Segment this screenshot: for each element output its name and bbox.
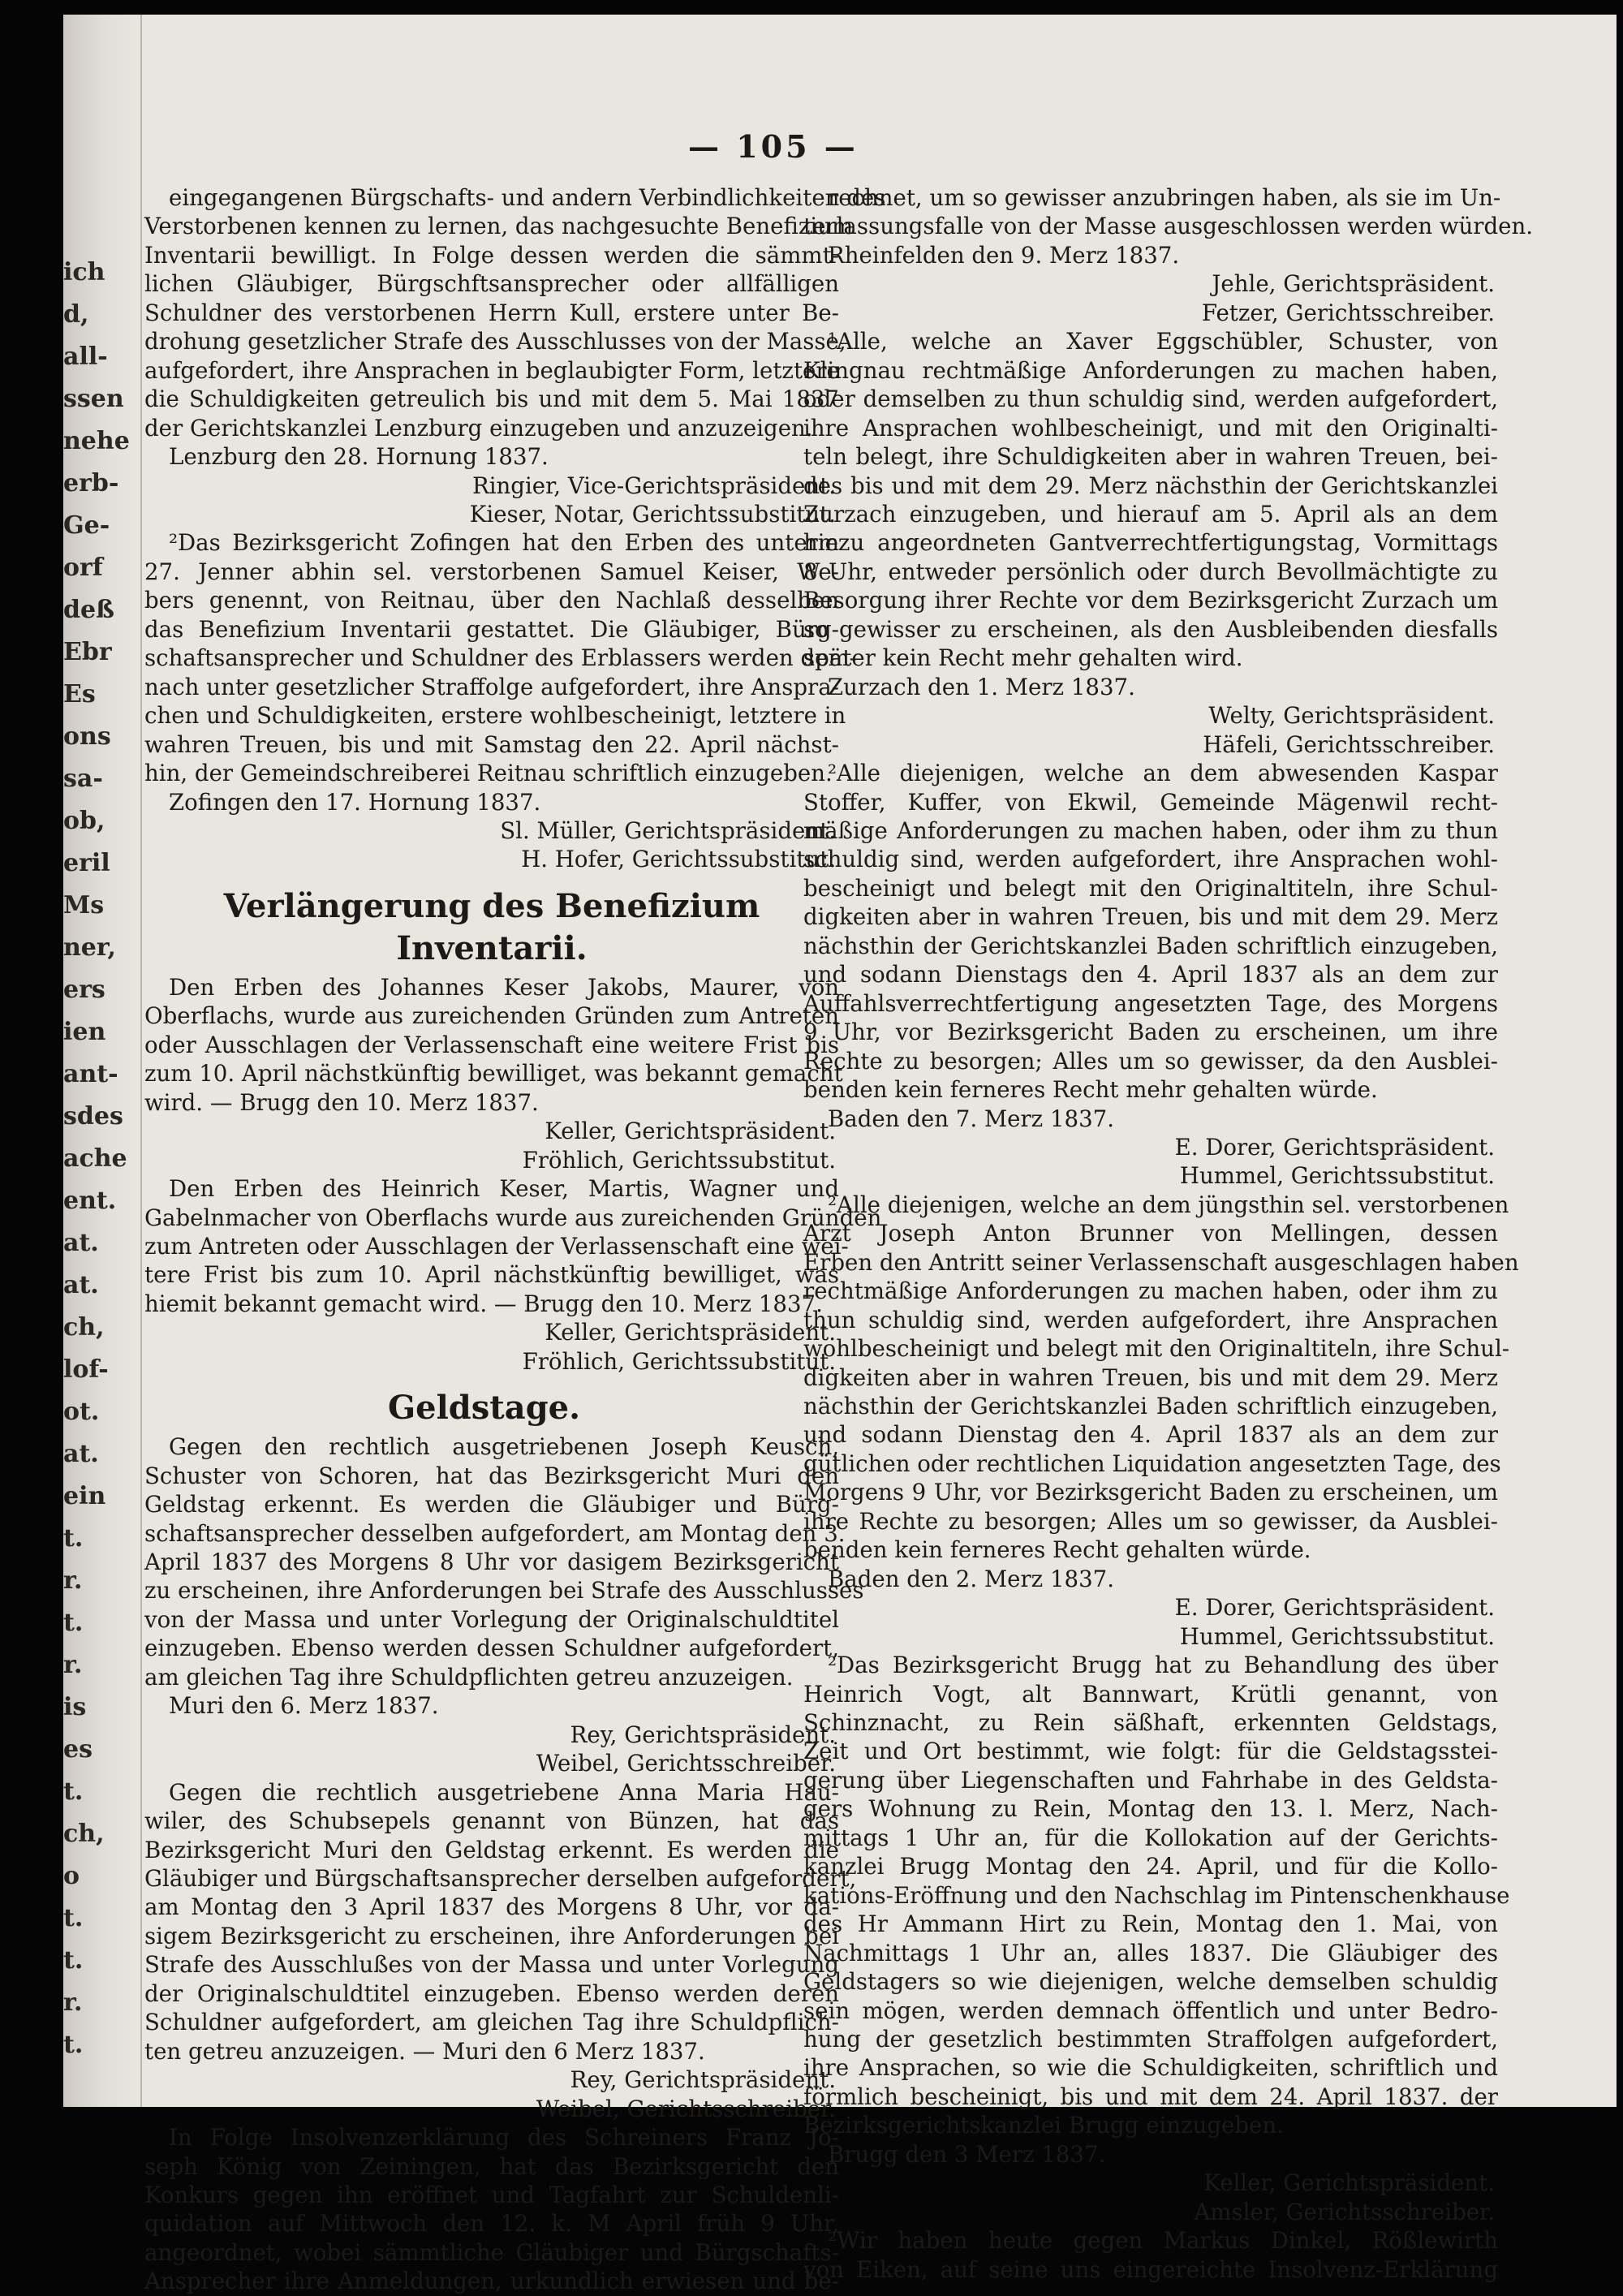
notice-date: Zofingen den 17. Hornung 1837. [169,788,541,816]
gutter-fragment: sa- [63,765,103,793]
gutter-fragment: at. [63,1440,99,1468]
text-line: digkeiten aber in wahren Treuen, bis und mit dem 29. Merz [803,903,1498,931]
signature: E. Dorer, Gerichtspräsident. [1174,1133,1495,1161]
notice-date: Lenzburg den 28. Hornung 1837. [169,443,549,471]
signature: Fetzer, Gerichtsschreiber. [1201,299,1495,326]
gutter-fragment: d, [63,300,89,329]
text-line: schaftsansprecher desselben aufgefordert, am Montag den 3. [144,1519,846,1547]
gutter-fragment: r. [63,1988,83,2017]
signature: Hummel, Gerichtssubstitut. [1179,1162,1495,1190]
right-column [803,183,1534,2284]
notice-brunner [803,1191,1519,1651]
text-line: Auffahlsverrechtfertigung angesetzten Tage, des Morgens [803,989,1498,1017]
text-line: Den Erben des Johannes Keser Jakobs, Maurer, von [169,973,839,1001]
signature: Weibel, Gerichtsschreiber. [536,1750,836,1777]
text-line: eingegangenen Bürgschafts- und andern Verbindlichkeiten des [169,184,886,211]
signature: Kieser, Notar, Gerichtssubstitut. [469,500,836,528]
gutter-fragment: ien [63,1018,106,1046]
left-column [144,183,886,2296]
gutter-fragment: lof- [63,1355,109,1384]
text-line: bers genennt, von Reitnau, über den Nachlaß desselben [144,587,839,614]
gutter-fragment: at. [63,1271,99,1299]
text-line: 8 Uhr, entweder persönlich oder durch Bevollmächtigte zu [803,558,1498,585]
gutter-fragment: Es [63,680,96,709]
signature: Rey, Gerichtspräsident. [570,1721,836,1748]
signature: Welty, Gerichtspräsident. [1208,702,1495,730]
gutter-fragment: ein [63,1482,106,1510]
text-line: Gläubiger und Bürgschaftsansprecher derselben aufgefordert, [144,1865,857,1893]
text-line: die Schuldigkeiten getreulich bis und mit dem 5. Mai 1837 [144,386,839,413]
text-line: Gegen die rechtlich ausgetriebene Anna Maria Hau- [169,1778,839,1806]
gutter-fragment: ich [63,258,105,286]
gutter-fragment: Ge- [63,511,110,540]
text-line: In Folge Insolvenzerklärung des Schreiners Franz Jo- [169,2124,839,2152]
text-line: einzugeben. Ebenso werden dessen Schuldner aufgefordert, [144,1635,839,1662]
notice-keser-jakobs [144,973,843,1174]
signature: Amsler, Gerichtsschreiber. [1194,2198,1495,2225]
gutter-fragment: eril [63,849,110,877]
text-line: Geldstagers so wie diejenigen, welche demselben schuldig [803,1968,1498,1996]
signature: Häfeli, Gerichtsschreiber. [1203,730,1495,758]
signature: Rey, Gerichtspräsident. [570,2066,836,2094]
notice-vogt [803,1651,1510,2226]
text-line: Oberflachs, wurde aus zureichenden Gründen zum Antreten [144,1002,839,1030]
signature: Weibel, Gerichtsschreiber. [536,2095,836,2122]
text-line: Gegen den rechtlich ausgetriebenen Joseph Keusch, [169,1433,839,1461]
signature: Ringier, Vice-Gerichtspräsident. [471,472,836,499]
text-line: Klingnau rechtmäßige Anforderungen zu machen haben, [803,356,1498,384]
text-line: nach unter gesetzlicher Straffolge aufgefordert, ihre Anspra- [144,673,839,700]
text-line: April 1837 des Morgens 8 Uhr vor dasigem Bezirksgericht [144,1549,839,1576]
notice-keusch [144,1432,864,1777]
text-line: chen und Schuldigkeiten, erstere wohlbescheinigt, letztere in [144,702,846,730]
text-line: Zeit und Ort bestimmt, wie folgt: für die Geldstagsstei- [803,1738,1498,1765]
notice-date: Muri den 6. Merz 1837. [169,1692,439,1720]
text-line: Schinznacht, zu Rein säßhaft, erkennten Geldstags, [803,1709,1498,1737]
gutter-fragment: ache [63,1144,127,1173]
text-line: teln belegt, ihre Schuldigkeiten aber in wahren Treuen, bei- [803,443,1498,471]
text-line: so gewisser zu erscheinen, als den Ausbleibenden diesfalls [803,615,1498,643]
section-heading-geldstage: Geldstage. [388,1389,581,1428]
text-line: des bis und mit dem 29. Merz nächsthin der Gerichtskanzlei [803,472,1498,499]
signature: H. Hofer, Gerichtssubstitut. [521,846,836,873]
text-line: ²Alle diejenigen, welche an dem jüngsthin sel. verstorbenen [828,1191,1509,1218]
gutter-fragment: t. [63,1946,84,1975]
page-number: — 105 — [688,128,859,165]
text-line: das Benefizium Inventarii gestattet. Die Gläubiger, Bürg- [144,615,839,643]
gutter-fragment: deß [63,596,114,624]
gutter-fragment: is [63,1693,87,1721]
text-line: hiezu angeordneten Gantverrechtfertigungstag, Vormittags [803,529,1498,557]
text-line: später kein Recht mehr gehalten wird. [803,644,1243,672]
section-heading-extension: Verlängerung des Benefizium Inventarii. [223,886,760,967]
text-line: bescheinigt und belegt mit den Originaltiteln, ihre Schul- [803,874,1498,902]
gutter-fragment: t. [63,1777,84,1806]
notice-zofingen [144,528,857,873]
gutter-fragment: all- [63,342,108,371]
text-line: schaftsansprecher und Schuldner des Erblassers werden dem- [144,644,857,672]
text-line: Konkurs gegen ihn eröffnet und Tagfahrt zur Schuldenli- [144,2182,839,2208]
text-line: gütlichen oder rechtlichen Liquidation angesetzten Tage, des [803,1450,1501,1477]
gutter-fragment: ner, [63,933,116,962]
text-line: gerung über Liegenschaften und Fahrhabe in des Geldsta- [803,1766,1498,1794]
signature: Sl. Müller, Gerichtspräsident. [500,816,836,844]
text-line: von der Massa und unter Vorlegung der Originalschuldtitel [144,1605,839,1633]
text-line: ihre Ansprachen wohlbescheinigt, und mit den Originalti- [803,414,1498,442]
text-line: ²Das Bezirksgericht Zofingen hat den Erben des unterm [169,529,839,557]
text-line: Schuldner aufgefordert, am gleichen Tag ihre Schuldpflich- [144,2009,839,2036]
text-line: Gabelnmacher von Oberflachs wurde aus zureichenden Gründen [144,1204,882,1231]
text-line: 27. Jenner abhin sel. verstorbenen Samuel Keiser, We- [144,558,839,585]
text-line: wahren Treuen, bis und mit Samstag den 22. April nächst- [144,730,839,758]
text-line: ²Das Bezirksgericht Brugg hat zu Behandlung des über [828,1652,1498,1679]
text-line: Strafe des Ausschlußes von der Massa und unter Vorlegung [144,1951,839,1979]
text-line: ²Wir haben heute gegen Markus Dinkel, Rößlewirth [828,2227,1498,2255]
gutter-fragment: ant- [63,1060,118,1088]
gutter-fragment: ons [63,722,111,751]
text-line: ihre Ansprachen, so wie die Schuldigkeiten, schriftlich und [803,2054,1498,2082]
gutter-fragment: ers [63,976,105,1004]
gutter-fragment: ob, [63,807,105,835]
text-line: der Originalschuldtitel einzugeben. Ebenso werden deren [144,1979,839,2007]
text-line: des Hr Ammann Hirt zu Rein, Montag den 1. Mai, von [803,1910,1498,1938]
notice-date: Zurzach den 1. Merz 1837. [828,673,1135,700]
notice-date: Brugg den 3 Merz 1837. [828,2140,1106,2168]
text-line: ten getreu anzuzeigen. — Muri den 6 Merz 1837. [144,2037,705,2065]
gutter-fragment: ot. [63,1398,100,1426]
text-line: Morgens 9 Uhr, vor Bezirksgericht Baden zu erscheinen, um [803,1479,1498,1506]
gutter-fragment: Ms [63,891,105,920]
text-line: zum 10. April nächstkünftig bewilliget, was bekannt gemacht [144,1060,843,1088]
text-line: wohlbescheinigt und belegt mit den Originaltiteln, ihre Schul- [803,1335,1510,1363]
text-line: schuldig sind, werden aufgefordert, ihre Ansprachen wohl- [803,846,1498,873]
text-line: von Eiken, auf seine uns eingereichte Insolvenz-Erklärung [803,2255,1498,2283]
gutter-fragment: t. [63,2031,84,2059]
text-line: nächsthin der Gerichtskanzlei Baden schriftlich einzugeben, [803,932,1498,959]
gutter-fragment: t. [63,1904,84,1932]
text-line: tere Frist bis zum 10. April nächstkünftig bewilliget, was [144,1261,839,1289]
signature: Fröhlich, Gerichtssubstitut. [522,1146,836,1174]
gutter-fragment: ent. [63,1187,117,1215]
text-line: drohung gesetzlicher Strafe des Ausschlusses von der Masse, [144,328,846,355]
text-line: oder Ausschlagen der Verlassenschaft eine weitere Frist bis [144,1031,839,1058]
gutter-fragment: at. [63,1229,99,1257]
gutter-fragment: orf [63,554,103,582]
gutter-fragment: ch, [63,1820,105,1848]
signature: Fröhlich, Gerichtssubstitut. [522,1347,836,1375]
text-line: oder demselben zu thun schuldig sind, werden aufgefordert, [803,386,1498,413]
gutter-fragment: Ebr [63,638,112,666]
notice-dinkel [803,2226,1498,2284]
text-line: kations-Eröffnung und den Nachschlag im Pintenschenkhause [803,1881,1510,1909]
text-line: Den Erben des Heinrich Keser, Martis, Wagner und [169,1175,839,1203]
text-line: Arzt Joseph Anton Brunner von Mellingen, dessen [803,1220,1498,1247]
text-line: der Gerichtskanzlei Lenzburg einzugeben und anzuzeigen. [144,414,813,442]
signature: Keller, Gerichtspräsident. [1203,2169,1495,2197]
notice-stoffer [803,759,1498,1191]
gutter-fragment: t. [63,1524,84,1553]
text-line: am Montag den 3 April 1837 des Morgens 8 Uhr, vor da- [144,1893,839,1921]
text-line: seph König von Zeiningen, hat das Bezirksgericht den [144,2152,839,2180]
signature: E. Dorer, Gerichtspräsident. [1174,1594,1495,1622]
gutter-fragment: r. [63,1651,83,1679]
text-line: sein mögen, werden demnach öffentlich und unter Bedro- [803,1997,1498,2024]
text-line: ¹Alle, welche an Xaver Eggschübler, Schuster, von [828,328,1498,355]
text-line: mittags 1 Uhr an, für die Kollokation auf der Gerichts- [803,1824,1498,1851]
text-line: sigem Bezirksgericht zu erscheinen, ihre Anforderungen bei [144,1922,839,1949]
text-line: Bezirksgerichtskanzlei Brugg einzugeben. [803,2112,1284,2139]
text-line: Bezirksgericht Muri den Geldstag erkennt. Es werden die [144,1836,839,1863]
text-line: Inventarii bewilligt. In Folge dessen werden die sämmt- [144,241,839,269]
gutter-fragment: ssen [63,385,124,413]
text-line: angeordnet, wobei sämmtliche Gläubiger und Bürgschafts- [144,2238,839,2266]
gutter-fragment: nehe [63,427,130,455]
notice-date: Rheinfelden den 9. Merz 1837. [828,241,1180,269]
text-line: rechtmäßige Anforderungen zu machen haben, oder ihm zu [803,1277,1498,1305]
notice-keser-heinrich [144,1174,882,1376]
text-line: Heinrich Vogt, alt Bannwart, Krütli genannt, von [803,1680,1498,1708]
text-line: digkeiten aber in wahren Treuen, bis und mit dem 29. Merz [803,1363,1498,1391]
text-line: nächsthin der Gerichtskanzlei Baden schriftlich einzugeben, [803,1393,1498,1420]
newspaper-page [63,15,1617,2295]
signature: Hummel, Gerichtssubstitut. [1179,1622,1495,1650]
text-line: Zurzach einzugeben, und hierauf am 5. April als an dem [803,500,1498,528]
notice-lenzburg [144,183,886,528]
text-line: zum Antreten oder Ausschlagen der Verlassenschaft eine wei- [144,1232,849,1260]
notice-hauwiler [144,1778,857,2123]
text-line: Stoffer, Kuffer, von Ekwil, Gemeinde Mägenwil recht- [803,788,1498,816]
text-line: und sodann Dienstag den 4. April 1837 als an dem zur [803,1421,1498,1449]
text-line: benden kein ferneres Recht gehalten würde. [803,1536,1311,1564]
text-line: 9 Uhr, vor Bezirksgericht Baden zu erscheinen, um ihre [803,1019,1498,1046]
gutter-fragment: t. [63,1609,84,1637]
text-line: Ansprecher ihre Anmeldungen, urkundlich erwiesen und be- [144,2268,839,2295]
text-line: lichen Gläubiger, Bürgschftsansprecher oder allfälligen [144,270,839,298]
text-line: benden kein ferneres Recht mehr gehalten würde. [803,1076,1378,1104]
text-line: terlassungsfalle von der Masse ausgeschlossen werden würden. [803,213,1534,240]
text-line: wird. — Brugg den 10. Merz 1837. [144,1088,539,1116]
text-line: hin, der Gemeindschreiberei Reitnau schriftlich einzugeben. [144,760,833,787]
gutter-fragment: erb- [63,469,119,498]
text-line: Besorgung ihrer Rechte vor dem Bezirksgericht Zurzach um [803,587,1498,614]
text-line: gers Wohnung zu Rein, Montag den 13. l. Merz, Nach- [803,1795,1498,1823]
text-line: Erben den Antritt seiner Verlassenschaft ausgeschlagen haben [803,1248,1519,1276]
text-line: am gleichen Tag ihre Schuldpflichten getreu anzuzeigen. [144,1663,794,1691]
text-line: kanzlei Brugg Montag den 24. April, und für die Kollo- [803,1853,1498,1880]
text-line: förmlich bescheinigt, bis und mit dem 24. April 1837. der [803,2083,1498,2110]
text-line: Nachmittags 1 Uhr an, alles 1837. Die Gläubiger des [803,1939,1498,1966]
text-line: rechnet, um so gewisser anzubringen haben, als sie im Un- [828,184,1501,211]
text-line: Schuldner des verstorbenen Herrn Kull, erstere unter Be- [144,299,839,326]
notice-date: Baden den 7. Merz 1837. [828,1105,1114,1132]
signature: Keller, Gerichtspräsident. [545,1118,836,1145]
text-line: quidation auf Mittwoch den 12. k. M April früh 9 Uhr, [144,2210,839,2238]
text-line: ²Alle diejenigen, welche an dem abwesenden Kaspar [828,760,1498,787]
text-line: zu erscheinen, ihre Anforderungen bei Strafe des Ausschlusses [144,1577,864,1605]
text-line: Schuster von Schoren, hat das Bezirksgericht Muri den [144,1462,839,1489]
text-line: und sodann Dienstags den 4. April 1837 als an dem zur [803,961,1498,989]
text-line: Verstorbenen kennen zu lernen, das nachgesuchte Benefizium [144,213,854,240]
notice-date: Baden den 2. Merz 1837. [828,1565,1114,1592]
text-line: aufgefordert, ihre Ansprachen in beglaubigter Form, letztere [144,356,840,384]
signature: Keller, Gerichtspräsident. [545,1319,836,1346]
text-line: hung der gesetzlich bestimmten Straffolgen aufgefordert, [803,2026,1498,2053]
gutter-fragment: sdes [63,1102,123,1131]
text-line: thun schuldig sind, werden aufgefordert, ihre Ansprachen [803,1306,1498,1333]
signature: Jehle, Gerichtspräsident. [1212,270,1495,298]
text-line: wiler, des Schubsepels genannt von Bünzen, hat das [144,1807,839,1835]
notice-rheinfelden [803,183,1534,327]
text-line: ihre Rechte zu besorgen; Alles um so gewisser, da Ausblei- [803,1507,1498,1535]
gutter-fragment: o [63,1862,80,1890]
notice-koenig [144,2123,839,2296]
notice-eggschuebler [803,327,1498,759]
previous-page-edge [63,15,142,2107]
text-line: Rechte zu besorgen; Alles um so gewisser, da den Ausblei- [803,1047,1498,1075]
gutter-fragment: r. [63,1566,83,1595]
text-line: hiemit bekannt gemacht wird. — Brugg den 10. Merz 1837. [144,1290,823,1317]
text-line: mäßige Anforderungen zu machen haben, oder ihm zu thun [803,816,1498,844]
gutter-fragment: es [63,1735,93,1764]
text-line: Geldstag erkennt. Es werden die Gläubiger und Bürg- [144,1491,839,1518]
gutter-fragment: ch, [63,1313,105,1342]
